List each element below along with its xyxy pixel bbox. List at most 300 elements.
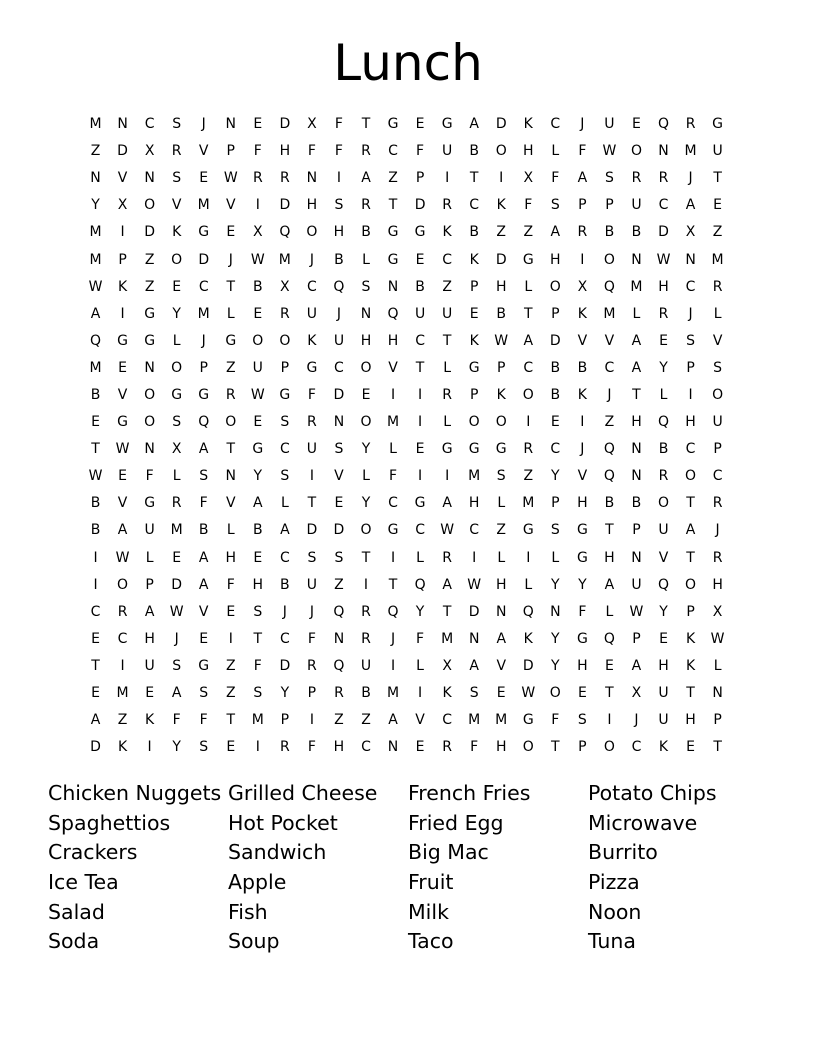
grid-letter: K bbox=[685, 630, 696, 647]
grid-letter: A bbox=[469, 657, 479, 674]
grid-letter: G bbox=[198, 386, 210, 403]
grid-letter: N bbox=[117, 116, 128, 133]
grid-letter: Y bbox=[551, 576, 560, 593]
grid-letter: I bbox=[255, 197, 260, 214]
grid-letter: E bbox=[604, 657, 614, 674]
grid-letter: T bbox=[361, 549, 371, 566]
grid-letter: H bbox=[523, 143, 534, 160]
grid-letter: O bbox=[603, 739, 615, 756]
grid-letter: S bbox=[280, 468, 290, 485]
grid-letter: H bbox=[360, 332, 372, 349]
grid-letter: H bbox=[577, 657, 588, 674]
grid-letter: C bbox=[90, 603, 101, 620]
grid-letter: J bbox=[715, 522, 720, 539]
grid-letter: J bbox=[201, 332, 206, 349]
grid-letter: Y bbox=[415, 603, 425, 620]
grid-letter: P bbox=[280, 712, 290, 729]
grid-letter: T bbox=[713, 739, 722, 756]
grid-letter: G bbox=[144, 332, 156, 349]
grid-row bbox=[82, 274, 731, 301]
grid-letter: B bbox=[577, 359, 588, 376]
grid-letter: N bbox=[550, 603, 561, 620]
grid-letter: C bbox=[712, 468, 723, 485]
grid-letter: C bbox=[469, 197, 480, 214]
grid-letter: Z bbox=[144, 278, 155, 295]
grid-letter: N bbox=[306, 170, 318, 187]
grid-letter: P bbox=[469, 386, 479, 403]
grid-letter: S bbox=[604, 170, 614, 187]
grid-letter: N bbox=[712, 685, 723, 702]
grid-letter: C bbox=[469, 522, 480, 539]
grid-letter: N bbox=[144, 170, 155, 187]
grid-letter: Y bbox=[91, 197, 100, 214]
grid-letter: H bbox=[658, 657, 669, 674]
word-list-item: Microwave bbox=[588, 810, 698, 835]
grid-letter: E bbox=[91, 630, 100, 647]
grid-letter: X bbox=[577, 278, 588, 295]
grid-letter: O bbox=[685, 468, 697, 485]
grid-letter: M bbox=[116, 685, 129, 702]
grid-letter: Z bbox=[523, 468, 534, 485]
grid-letter: K bbox=[685, 657, 696, 674]
grid-letter: G bbox=[225, 332, 237, 349]
grid-letter: I bbox=[93, 549, 98, 566]
grid-letter: L bbox=[362, 468, 370, 485]
grid-letter: T bbox=[91, 657, 100, 674]
grid-letter: O bbox=[495, 414, 507, 431]
grid-letter: V bbox=[334, 468, 344, 485]
grid-letter: G bbox=[576, 522, 588, 539]
grid-letter: Q bbox=[657, 414, 670, 431]
grid-letter: K bbox=[117, 739, 128, 756]
grid-letter: F bbox=[578, 603, 587, 620]
grid-letter: U bbox=[631, 197, 642, 214]
grid-letter: Y bbox=[172, 305, 181, 322]
grid-letter: X bbox=[442, 657, 452, 674]
grid-letter: L bbox=[389, 441, 397, 458]
grid-letter: A bbox=[550, 224, 561, 241]
grid-row bbox=[82, 572, 731, 599]
grid-letter: T bbox=[226, 278, 236, 295]
grid-letter: M bbox=[495, 712, 508, 729]
grid-letter: F bbox=[416, 143, 425, 160]
grid-row bbox=[82, 463, 731, 490]
grid-row bbox=[82, 436, 731, 463]
grid-letter: G bbox=[576, 630, 588, 647]
grid-letter: R bbox=[577, 224, 588, 241]
grid-letter: P bbox=[145, 576, 154, 593]
grid-letter: S bbox=[550, 197, 560, 214]
grid-letter: B bbox=[604, 224, 615, 241]
grid-letter: A bbox=[388, 712, 398, 729]
grid-letter: E bbox=[415, 116, 425, 133]
grid-letter: E bbox=[253, 116, 263, 133]
grid-letter: Q bbox=[279, 224, 291, 241]
grid-letter: C bbox=[604, 359, 615, 376]
grid-letter: R bbox=[171, 495, 182, 512]
grid-letter: Z bbox=[388, 170, 398, 187]
grid-letter: C bbox=[334, 359, 344, 376]
grid-letter: J bbox=[309, 603, 314, 620]
grid-letter: I bbox=[418, 685, 423, 702]
grid-letter: O bbox=[685, 576, 697, 593]
grid-letter: N bbox=[144, 441, 155, 458]
grid-row bbox=[82, 490, 731, 517]
grid-letter: R bbox=[307, 657, 317, 674]
word-list-item: Pizza bbox=[588, 870, 640, 895]
grid-letter: C bbox=[523, 359, 534, 376]
grid-letter: D bbox=[333, 386, 345, 403]
grid-letter: C bbox=[415, 522, 425, 539]
grid-letter: F bbox=[307, 386, 316, 403]
grid-letter: T bbox=[686, 549, 695, 566]
grid-letter: Q bbox=[603, 278, 615, 295]
grid-letter: A bbox=[442, 576, 452, 593]
grid-letter: B bbox=[90, 522, 101, 539]
grid-letter: R bbox=[631, 170, 642, 187]
grid-letter: X bbox=[253, 224, 263, 241]
grid-letter: X bbox=[171, 441, 182, 458]
grid-letter: T bbox=[551, 739, 560, 756]
grid-letter: I bbox=[228, 630, 233, 647]
grid-letter: E bbox=[145, 685, 155, 702]
grid-letter: F bbox=[199, 712, 208, 729]
grid-letter: T bbox=[307, 495, 317, 512]
grid-letter: O bbox=[360, 414, 372, 431]
grid-letter: W bbox=[88, 468, 103, 485]
grid-letter: A bbox=[442, 495, 452, 512]
grid-letter: X bbox=[144, 143, 155, 160]
grid-letter: D bbox=[171, 576, 183, 593]
grid-row bbox=[82, 517, 731, 544]
grid-row bbox=[82, 734, 731, 761]
grid-letter: I bbox=[526, 414, 531, 431]
word-list-item: Fried Egg bbox=[408, 810, 504, 835]
grid-letter: M bbox=[386, 685, 400, 702]
grid-letter: F bbox=[307, 143, 316, 160]
grid-letter: N bbox=[387, 278, 399, 295]
grid-letter: S bbox=[713, 359, 723, 376]
grid-letter: B bbox=[280, 576, 290, 593]
grid-letter: J bbox=[336, 305, 342, 322]
grid-letter: N bbox=[495, 603, 507, 620]
grid-letter: C bbox=[685, 278, 696, 295]
grid-letter: B bbox=[604, 495, 615, 512]
grid-letter: U bbox=[144, 657, 155, 674]
grid-letter: A bbox=[631, 657, 642, 674]
grid-letter: I bbox=[147, 739, 152, 756]
grid-letter: G bbox=[414, 495, 426, 512]
grid-letter: L bbox=[524, 576, 533, 593]
grid-letter: C bbox=[279, 630, 290, 647]
grid-letter: P bbox=[632, 522, 641, 539]
grid-letter: G bbox=[144, 495, 156, 512]
grid-letter: I bbox=[445, 468, 450, 485]
grid-letter: Y bbox=[578, 576, 587, 593]
grid-letter: B bbox=[253, 278, 263, 295]
grid-letter: U bbox=[658, 522, 669, 539]
grid-letter: T bbox=[523, 305, 533, 322]
grid-letter: B bbox=[550, 359, 561, 376]
grid-letter: R bbox=[279, 305, 290, 322]
grid-letter: D bbox=[522, 657, 534, 674]
grid-letter: L bbox=[280, 495, 289, 512]
grid-letter: A bbox=[361, 170, 371, 187]
grid-letter: I bbox=[120, 657, 125, 674]
grid-letter: K bbox=[577, 386, 587, 403]
grid-letter: A bbox=[631, 359, 642, 376]
grid-letter: S bbox=[469, 685, 479, 702]
grid-letter: V bbox=[577, 468, 588, 485]
grid-letter: E bbox=[659, 630, 668, 647]
grid-letter: X bbox=[280, 278, 290, 295]
grid-letter: B bbox=[361, 685, 371, 702]
grid-letter: B bbox=[631, 495, 642, 512]
grid-letter: N bbox=[658, 143, 669, 160]
grid-letter: I bbox=[120, 305, 125, 322]
grid-letter: L bbox=[632, 305, 641, 322]
grid-letter: H bbox=[685, 712, 696, 729]
grid-letter: H bbox=[333, 739, 345, 756]
grid-letter: B bbox=[415, 278, 425, 295]
grid-letter: M bbox=[386, 414, 400, 431]
grid-letter: K bbox=[658, 739, 669, 756]
word-list-item: Big Mac bbox=[408, 840, 489, 865]
grid-letter: P bbox=[632, 630, 641, 647]
grid-letter: U bbox=[712, 414, 723, 431]
grid-letter: D bbox=[658, 224, 669, 241]
grid-letter: J bbox=[688, 170, 693, 187]
grid-letter: U bbox=[442, 143, 453, 160]
grid-letter: M bbox=[197, 305, 210, 322]
grid-letter: S bbox=[334, 197, 344, 214]
grid-letter: J bbox=[174, 630, 179, 647]
grid-letter: L bbox=[659, 386, 668, 403]
grid-letter: N bbox=[225, 116, 236, 133]
grid-letter: K bbox=[496, 197, 506, 214]
grid-letter: J bbox=[607, 386, 612, 403]
grid-letter: M bbox=[468, 468, 481, 485]
grid-letter: F bbox=[199, 495, 208, 512]
grid-letter: X bbox=[117, 197, 128, 214]
grid-row bbox=[82, 138, 731, 165]
grid-letter: T bbox=[442, 332, 452, 349]
grid-letter: A bbox=[253, 495, 263, 512]
grid-letter: U bbox=[306, 305, 318, 322]
grid-letter: D bbox=[306, 522, 318, 539]
grid-letter: L bbox=[416, 657, 424, 674]
grid-letter: H bbox=[604, 549, 615, 566]
grid-letter: Q bbox=[333, 657, 345, 674]
grid-letter: K bbox=[442, 224, 452, 241]
grid-letter: O bbox=[630, 143, 642, 160]
grid-letter: M bbox=[89, 224, 102, 241]
grid-letter: Q bbox=[333, 278, 345, 295]
grid-letter: S bbox=[361, 278, 371, 295]
word-list-item: Milk bbox=[408, 899, 449, 924]
grid-letter: D bbox=[495, 251, 507, 268]
word-list-item: Soda bbox=[48, 929, 100, 954]
grid-letter: M bbox=[89, 359, 102, 376]
grid-letter: T bbox=[713, 170, 722, 187]
grid-letter: B bbox=[198, 522, 209, 539]
grid-letter: V bbox=[117, 386, 128, 403]
grid-letter: C bbox=[685, 441, 696, 458]
grid-letter: X bbox=[685, 224, 696, 241]
grid-letter: A bbox=[577, 170, 588, 187]
grid-letter: G bbox=[117, 414, 128, 431]
grid-letter: T bbox=[469, 170, 479, 187]
grid-letter: M bbox=[711, 251, 724, 268]
grid-letter: U bbox=[712, 143, 723, 160]
grid-letter: P bbox=[307, 685, 317, 702]
grid-letter: U bbox=[414, 305, 426, 322]
word-list-item: Tuna bbox=[588, 929, 636, 954]
grid-letter: P bbox=[686, 603, 695, 620]
grid-letter: N bbox=[333, 414, 345, 431]
grid-letter: H bbox=[387, 332, 399, 349]
grid-letter: C bbox=[388, 495, 398, 512]
grid-letter: T bbox=[686, 685, 695, 702]
grid-letter: H bbox=[279, 143, 291, 160]
grid-letter: Y bbox=[253, 468, 263, 485]
grid-letter: T bbox=[226, 441, 236, 458]
grid-letter: D bbox=[144, 224, 155, 241]
grid-letter: K bbox=[577, 305, 587, 322]
grid-letter: H bbox=[495, 576, 507, 593]
grid-letter: V bbox=[198, 603, 209, 620]
grid-letter: R bbox=[658, 468, 669, 485]
grid-letter: N bbox=[360, 305, 372, 322]
grid-letter: G bbox=[279, 386, 291, 403]
grid-row bbox=[82, 626, 731, 653]
grid-letter: I bbox=[336, 170, 342, 187]
grid-letter: P bbox=[226, 143, 235, 160]
grid-letter: P bbox=[497, 359, 506, 376]
grid-letter: Z bbox=[361, 712, 371, 729]
grid-letter: S bbox=[686, 332, 695, 349]
grid-letter: H bbox=[468, 495, 480, 512]
grid-letter: D bbox=[495, 116, 507, 133]
grid-letter: M bbox=[89, 251, 102, 268]
grid-letter: H bbox=[712, 576, 723, 593]
grid-letter: S bbox=[172, 170, 182, 187]
grid-letter: E bbox=[469, 305, 479, 322]
grid-letter: Q bbox=[387, 603, 399, 620]
grid-letter: A bbox=[631, 332, 642, 349]
grid-letter: T bbox=[686, 495, 695, 512]
grid-letter: M bbox=[278, 251, 291, 268]
grid-letter: O bbox=[522, 386, 534, 403]
grid-letter: Q bbox=[387, 305, 399, 322]
grid-letter: T bbox=[226, 712, 236, 729]
grid-letter: G bbox=[387, 522, 399, 539]
grid-letter: O bbox=[252, 332, 264, 349]
grid-letter: K bbox=[172, 224, 182, 241]
grid-letter: J bbox=[228, 251, 233, 268]
grid-letter: F bbox=[551, 712, 560, 729]
grid-letter: H bbox=[252, 576, 264, 593]
grid-letter: W bbox=[250, 251, 265, 268]
grid-letter: B bbox=[496, 305, 507, 322]
grid-letter: D bbox=[333, 522, 345, 539]
grid-letter: G bbox=[171, 386, 183, 403]
grid-letter: W bbox=[88, 278, 103, 295]
grid-letter: H bbox=[495, 739, 507, 756]
grid-letter: R bbox=[442, 549, 452, 566]
grid-letter: B bbox=[631, 224, 642, 241]
grid-letter: J bbox=[634, 712, 639, 729]
grid-letter: H bbox=[631, 414, 642, 431]
grid-letter: D bbox=[549, 332, 561, 349]
grid-letter: J bbox=[580, 441, 585, 458]
grid-letter: Z bbox=[225, 657, 236, 674]
grid-letter: V bbox=[658, 549, 669, 566]
grid-letter: E bbox=[118, 468, 127, 485]
grid-letter: C bbox=[550, 441, 561, 458]
grid-letter: Y bbox=[551, 468, 560, 485]
grid-letter: E bbox=[253, 414, 263, 431]
grid-letter: F bbox=[389, 468, 398, 485]
grid-letter: V bbox=[198, 143, 209, 160]
grid-letter: P bbox=[469, 278, 479, 295]
grid-letter: E bbox=[226, 739, 236, 756]
grid-letter: E bbox=[713, 197, 723, 214]
word-list-item: Fish bbox=[228, 899, 268, 924]
grid-letter: J bbox=[282, 603, 287, 620]
grid-letter: B bbox=[469, 143, 479, 160]
grid-letter: A bbox=[90, 712, 101, 729]
grid-letter: Y bbox=[551, 657, 560, 674]
grid-letter: U bbox=[333, 332, 345, 349]
grid-letter: L bbox=[226, 305, 235, 322]
grid-letter: N bbox=[631, 251, 642, 268]
grid-letter: L bbox=[362, 251, 370, 268]
grid-letter: N bbox=[144, 359, 155, 376]
grid-letter: H bbox=[658, 278, 669, 295]
grid-letter: D bbox=[198, 251, 210, 268]
grid-letter: V bbox=[117, 170, 128, 187]
grid-letter: E bbox=[496, 685, 506, 702]
grid-letter: C bbox=[117, 630, 128, 647]
grid-letter: R bbox=[442, 739, 452, 756]
grid-letter: L bbox=[226, 522, 235, 539]
grid-letter: Z bbox=[334, 576, 344, 593]
grid-letter: L bbox=[172, 332, 181, 349]
grid-letter: W bbox=[629, 603, 644, 620]
grid-letter: S bbox=[199, 468, 209, 485]
grid-letter: R bbox=[171, 143, 182, 160]
grid-letter: I bbox=[390, 386, 396, 403]
grid-letter: C bbox=[361, 739, 371, 756]
grid-letter: P bbox=[118, 251, 127, 268]
grid-letter: A bbox=[685, 197, 696, 214]
grid-letter: A bbox=[685, 522, 696, 539]
grid-letter: U bbox=[306, 576, 318, 593]
grid-letter: G bbox=[387, 224, 399, 241]
grid-letter: U bbox=[604, 116, 615, 133]
grid-letter: K bbox=[469, 332, 479, 349]
grid-letter: E bbox=[91, 685, 100, 702]
grid-letter: F bbox=[226, 576, 235, 593]
grid-letter: K bbox=[117, 278, 128, 295]
grid-letter: K bbox=[442, 685, 452, 702]
grid-letter: A bbox=[171, 685, 182, 702]
grid-letter: V bbox=[388, 359, 398, 376]
grid-letter: E bbox=[199, 630, 209, 647]
grid-letter: W bbox=[521, 685, 536, 702]
grid-letter: N bbox=[631, 549, 642, 566]
